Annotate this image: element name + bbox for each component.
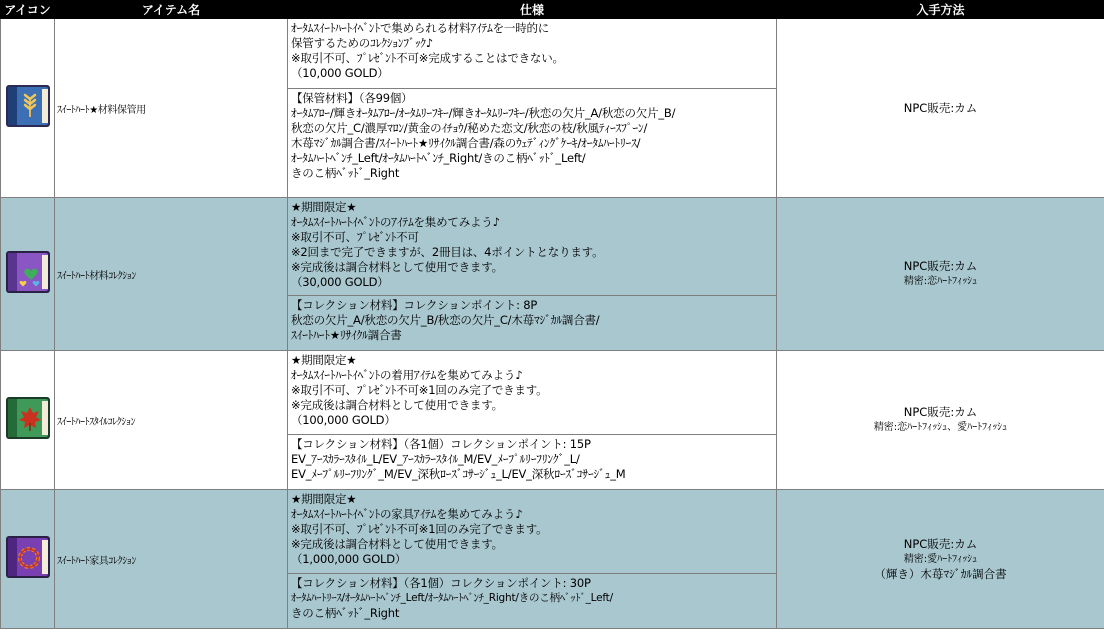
header-icon: アイコン (1, 1, 55, 19)
item-name: ｽｲｰﾄﾊｰﾄ★材料保管用 (55, 19, 288, 198)
spec-line: きのこ柄ﾍﾞｯﾄﾞ_Right (291, 166, 400, 180)
table-row (1, 198, 1104, 296)
acquire-line: NPC販売:カム (903, 536, 978, 551)
acquire-method (777, 198, 1104, 351)
table-row (1, 351, 1104, 435)
spec-materials (288, 574, 777, 629)
spec-line: ※取引不可、ﾌﾟﾚｾﾞﾝﾄ不可※1回のみ完了できます。 (291, 383, 548, 397)
acquire-method (777, 490, 1104, 629)
purple-book-hearts-icon (4, 249, 52, 295)
spec-line: ｵｰﾀﾑｽｲｰﾄﾊｰﾄｲﾍﾞﾝﾄの着用ｱｲﾃﾑを集めてみよう♪ (291, 368, 523, 382)
spec-line: ※完成後は調合材料として使用できます。 (291, 398, 503, 412)
spec-line: 【保管材料】（各99個） (291, 91, 413, 105)
acquire-method (777, 351, 1104, 490)
spec-description (288, 490, 777, 574)
acquire-line: 精密:恋ﾊｰﾄﾌｨｯｼｭ、愛ﾊｰﾄﾌｨｯｼｭ (873, 422, 1008, 433)
icon-cell (1, 351, 55, 490)
spec-line: ｽｲｰﾄﾊｰﾄ★ﾘｻｲｸﾙ調合書 (291, 328, 402, 342)
spec-line: ｵｰﾀﾑｽｲｰﾄﾊｰﾄｲﾍﾞﾝﾄのｱｲﾃﾑを集めてみよう♪ (291, 215, 500, 229)
item-name: ｽｲｰﾄﾊｰﾄ材料ｺﾚｸｼｮﾝ (55, 198, 288, 351)
spec-line: 【コレクション材料】（各1個）コレクションポイント: 30P (291, 576, 591, 590)
spec-line: 【コレクション材料】（各1個）コレクションポイント: 15P (291, 437, 591, 451)
spec-line: きのこ柄ﾍﾞｯﾄﾞ_Right (291, 606, 400, 620)
icon-cell (1, 198, 55, 351)
spec-line: （10,000 GOLD） (291, 66, 389, 80)
acquire-line: 精密:恋ﾊｰﾄﾌｨｯｼｭ (903, 276, 978, 287)
spec-line: 木苺ﾏｼﾞｶﾙ調合書/ｽｲｰﾄﾊｰﾄ★ﾘｻｲｸﾙ調合書/森のｳｪﾃﾞｨﾝｸﾞｹｰｷ/ｵｰﾀﾑﾊｰﾄﾘｰｽ/ (291, 136, 641, 150)
header-spec: 仕様 (288, 1, 777, 19)
spec-materials (288, 89, 777, 198)
acquire-line: NPC販売:カム (903, 100, 978, 115)
acquire-line: NPC販売:カム (903, 405, 978, 419)
spec-line: ｵｰﾀﾑﾊｰﾄﾍﾞﾝﾁ_Left/ｵｰﾀﾑﾊｰﾄﾍﾞﾝﾁ_Right/きのこ柄ﾍﾞｯﾄﾞ_Left/ (291, 151, 586, 165)
spec-line: ★期間限定★ (291, 353, 357, 367)
table-row (1, 490, 1104, 574)
spec-line: ｵｰﾀﾑﾊｰﾄﾘｰｽ/ｵｰﾀﾑﾊｰﾄﾍﾞﾝﾁ_Left/ｵｰﾀﾑﾊｰﾄﾍﾞﾝﾁ_Right/きのこ柄ﾍﾞｯﾄﾞ_Left/ (291, 592, 613, 604)
spec-line: 秋恋の欠片_A/秋恋の欠片_B/秋恋の欠片_C/木苺ﾏｼﾞｶﾙ調合書/ (291, 313, 600, 327)
spec-description (288, 19, 777, 89)
acquire-line: 精密:愛ﾊｰﾄﾌｨｯｼｭ (903, 553, 978, 565)
blue-book-wheat-icon (4, 83, 52, 129)
spec-line: EV_ｱｰｽｶﾗｰｽﾀｲﾙ_L/EV_ｱｰｽｶﾗｰｽﾀｲﾙ_M/EV_ﾒｰﾌﾟﾙﾘｰﾌﾘﾝｸﾞ_L/ (291, 452, 580, 466)
spec-line: （100,000 GOLD） (291, 413, 396, 427)
spec-line: ★期間限定★ (291, 492, 357, 506)
purple-book-wreath-icon (4, 534, 52, 580)
spec-line: ※取引不可、ﾌﾟﾚｾﾞﾝﾄ不可※1回のみ完了できます。 (291, 522, 548, 536)
acquire-method (777, 19, 1104, 198)
header-row (1, 1, 1104, 19)
spec-line: ※取引不可、ﾌﾟﾚｾﾞﾝﾄ不可 (291, 230, 419, 244)
spec-line: ★期間限定★ (291, 200, 357, 214)
spec-line: ｵｰﾀﾑｽｲｰﾄﾊｰﾄｲﾍﾞﾝﾄで集められる材料ｱｲﾃﾑを一時的に (291, 21, 550, 35)
spec-line: EV_ﾒｰﾌﾟﾙﾘｰﾌﾘﾝｸﾞ_M/EV_深秋ﾛｰｽﾞｺｻｰｼﾞｭ_L/EV_深秋ﾛｰｽﾞｺｻｰｼﾞｭ_M (291, 467, 626, 481)
item-name: ｽｲｰﾄﾊｰﾄｽﾀｲﾙｺﾚｸｼｮﾝ (55, 351, 288, 490)
spec-materials (288, 435, 777, 490)
icon-cell (1, 19, 55, 198)
acquire-line: （輝き）木苺ﾏｼﾞｶﾙ調合書 (874, 566, 1007, 581)
spec-line: ※2回まで完了できますが、2冊目は、4ポイントとなります。 (291, 245, 604, 259)
spec-description (288, 198, 777, 296)
header-item-name: アイテム名 (55, 1, 288, 19)
green-book-leaf-icon (4, 395, 52, 441)
acquire-line: NPC販売:カム (903, 259, 978, 273)
spec-line: ｵｰﾀﾑｱﾛｰ/輝きｵｰﾀﾑｱﾛｰ/ｵｰﾀﾑﾘｰﾌｷｰ/輝きｵｰﾀﾑﾘｰﾌｷｰ/秋恋の欠片_A/秋恋の欠片_B/ (291, 106, 676, 120)
spec-line: （1,000,000 GOLD） (291, 552, 407, 566)
spec-line: ※完成後は調合材料として使用できます。 (291, 537, 503, 551)
spec-line: ｵｰﾀﾑｽｲｰﾄﾊｰﾄｲﾍﾞﾝﾄの家具ｱｲﾃﾑを集めてみよう♪ (291, 507, 523, 521)
spec-description (288, 351, 777, 435)
table-row (1, 19, 1104, 89)
spec-line: 【コレクション材料】コレクションポイント: 8P (291, 298, 538, 312)
spec-line: （30,000 GOLD） (291, 275, 389, 289)
spec-line: ※完成後は調合材料として使用できます。 (291, 260, 503, 274)
spec-line: ※取引不可、ﾌﾟﾚｾﾞﾝﾄ不可※完成することはできない。 (291, 51, 564, 65)
item-name: ｽｲｰﾄﾊｰﾄ家具ｺﾚｸｼｮﾝ (55, 490, 288, 629)
icon-cell (1, 490, 55, 629)
spec-line: 秋恋の欠片_C/濃厚ﾏﾛﾝ/黄金のｲﾁｮｳ/秘めた恋文/秋恋の枝/秋風ﾃｨｰｽﾌﾟｰﾝ/ (291, 121, 648, 135)
spec-materials (288, 296, 777, 351)
spec-line: 保管するためのｺﾚｸｼｮﾝﾌﾞｯｸ♪ (291, 36, 433, 50)
header-acquire: 入手方法 (777, 1, 1104, 19)
